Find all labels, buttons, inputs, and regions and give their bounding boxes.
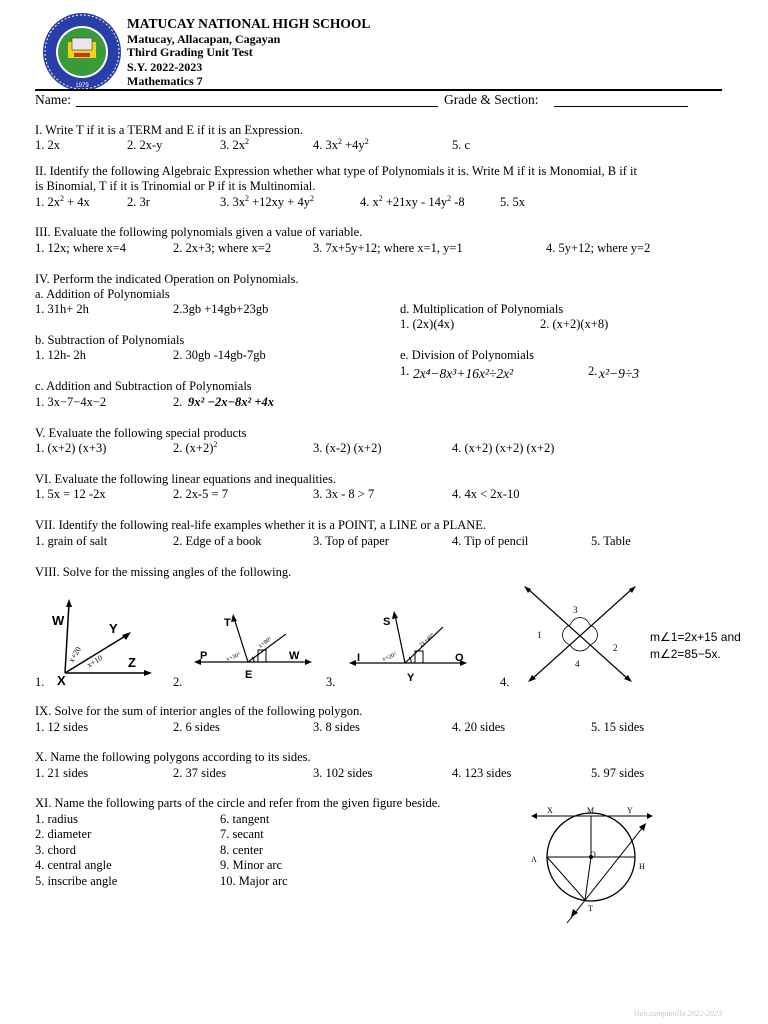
s4-c-item-1: 1. 3x−7−4x−2 <box>35 395 107 409</box>
angle-figure-4 <box>520 585 640 685</box>
s4-b-title: b. Subtraction of Polynomials <box>35 333 185 347</box>
s11-left-3: 3. chord <box>35 843 76 857</box>
s4-c-title: c. Addition and Subtraction of Polynomials <box>35 379 252 393</box>
s4-title: IV. Perform the indicated Operation on Polynomials. <box>35 272 299 286</box>
f1-label-w: W <box>52 613 65 628</box>
s3-item-4: 4. 5y+12; where y=2 <box>546 241 651 255</box>
s10-title: X. Name the following polygons according to its sides. <box>35 750 311 764</box>
s2-title-line1: II. Identify the following Algebraic Expression whether what type of Polynomials it is. Write M if it is Monomial, B if it <box>35 164 637 178</box>
s11-left-5: 5. inscribe angle <box>35 874 118 888</box>
s4-c-item-2-num: 2. <box>173 395 183 409</box>
s4-d-title: d. Multiplication of Polynomials <box>400 302 564 316</box>
s4-e-item-2: x²−9÷3 <box>599 366 640 381</box>
s5-item-1: 1. (x+2) (x+3) <box>35 441 107 455</box>
circ-label-m: M <box>587 806 595 815</box>
s11-right-8: 8. center <box>220 843 264 857</box>
s4-b-item-2: 2. 30gb -14gb-7gb <box>173 348 266 362</box>
f1-label-x: X <box>57 673 66 688</box>
s1-item-1: 1. 2x <box>35 138 60 152</box>
name-label: Name: <box>35 92 71 107</box>
f3-label-o: O <box>455 652 464 664</box>
s4-a-item-2: 2.3gb +14gb+23gb <box>173 302 269 316</box>
s9-item-1: 1. 12 sides <box>35 720 89 734</box>
s2-item-3: 3. $3x^2 +12xy + 4y^2$ <box>220 193 314 209</box>
s11-right-10: 10. Major arc <box>220 874 288 888</box>
s4-a-item-1: 1. 31h+ 2h <box>35 302 89 316</box>
f3-label-i: I <box>357 652 361 664</box>
s9-item-5: 5. 15 sides <box>591 720 645 734</box>
s5-title: V. Evaluate the following special products <box>35 426 247 440</box>
s9-item-2: 2. 6 sides <box>173 720 220 734</box>
s4-d-item-1: 1. (2x)(4x) <box>400 317 455 331</box>
f1-label-y: Y <box>109 621 118 636</box>
s4-d-item-2: 2. (x+2)(x+8) <box>540 317 609 331</box>
s11-right-7: 7. secant <box>220 827 264 841</box>
s6-item-4: 4. 4x < 2x-10 <box>452 487 520 501</box>
s2-item-5: 5. 5x <box>500 195 525 209</box>
s2-item-4: 4. $x^2 +21xy - 14y^2$ -8 <box>360 193 465 209</box>
s2-title-line2: is Binomial, T if it is Trinomial or P if it is Multinomial. <box>35 179 316 193</box>
f2-label-t: T <box>224 617 231 629</box>
s8-num-1: 1. <box>35 675 45 689</box>
school-logo <box>42 12 122 92</box>
s6-item-2: 2. 2x-5 = 7 <box>173 487 228 501</box>
s11-title: XI. Name the following parts of the circle and refer from the given figure beside. <box>35 796 441 810</box>
s3-title: III. Evaluate the following polynomials given a value of variable. <box>35 225 363 239</box>
f1-label-z: Z <box>128 655 136 670</box>
circ-label-o: O <box>590 850 596 859</box>
f2-expr-1: x+30° <box>225 652 242 663</box>
exam-title: Third Grading Unit Test <box>127 45 253 59</box>
s10-item-3: 3. 102 sides <box>313 766 373 780</box>
s9-title: IX. Solve for the sum of interior angles of the following polygon. <box>35 704 363 718</box>
header-rule <box>35 89 722 91</box>
s7-item-3: 3. Top of paper <box>313 534 389 548</box>
s11-left-1: 1. radius <box>35 812 79 826</box>
f4-label-2: 2 <box>613 643 618 653</box>
s1-title: I. Write T if it is a TERM and E if it is an Expression. <box>35 123 303 137</box>
s2-item-2: 2. 3r <box>127 195 150 209</box>
f2-label-e: E <box>245 669 253 681</box>
s9-item-4: 4. 20 sides <box>452 720 506 734</box>
s8-title: VIII. Solve for the missing angles of the following. <box>35 565 292 579</box>
s1-item-5: 5. c <box>452 138 471 152</box>
s5-item-2: 2. $(x+2)^2$ <box>173 439 218 455</box>
s10-item-4: 4. 123 sides <box>452 766 512 780</box>
s6-item-1: 1. 5x = 12 -2x <box>35 487 106 501</box>
school-name: MATUCAY NATIONAL HIGH SCHOOL <box>127 16 371 31</box>
s11-left-4: 4. central angle <box>35 858 112 872</box>
logo-year: 1979 <box>75 83 89 89</box>
s9-item-3: 3. 8 sides <box>313 720 360 734</box>
s7-item-4: 4. Tip of pencil <box>452 534 529 548</box>
circ-label-a: A <box>531 855 537 864</box>
f2-label-p: P <box>200 650 208 662</box>
s11-left-2: 2. diameter <box>35 827 92 841</box>
s10-item-5: 5. 97 sides <box>591 766 645 780</box>
s7-title: VII. Identify the following real-life examples whether it is a POINT, a LINE or a PLANE. <box>35 518 487 532</box>
f3-label-s: S <box>383 616 391 628</box>
s3-item-3: 3. 7x+5y+12; where x=1, y=1 <box>313 241 463 255</box>
s4-e-title: e. Division of Polynomials <box>400 348 535 362</box>
circ-label-h: H <box>639 862 645 871</box>
circ-label-x: X <box>547 806 553 815</box>
s7-item-5: 5. Table <box>591 534 631 548</box>
s4-e-item-2-num: 2. <box>588 364 598 378</box>
s4-e-item-1-num: 1. <box>400 364 410 378</box>
f3-label-y: Y <box>407 672 415 684</box>
name-field[interactable] <box>76 106 438 107</box>
s1-item-3: 3. $2x^2$ <box>220 136 249 152</box>
f2-expr-2: x+80° <box>257 636 274 650</box>
f4-equation-1: m∠1=2x+15 and <box>650 630 741 644</box>
s8-num-3: 3. <box>326 675 336 689</box>
s11-right-6: 6. tangent <box>220 812 270 826</box>
s3-item-1: 1. 12x; where x=4 <box>35 241 127 255</box>
s7-item-2: 2. Edge of a book <box>173 534 262 548</box>
s2-item-1: 1. $2x^2 + 4x$ <box>35 193 90 209</box>
s4-b-item-1: 1. 12h- 2h <box>35 348 87 362</box>
subject: Mathematics 7 <box>127 74 203 88</box>
f3-expr-2: 2x+40° <box>418 632 436 649</box>
angle-figure-3 <box>345 607 470 692</box>
f2-label-w: W <box>289 650 300 662</box>
s1-item-4: 4. $3x^2 +4y^2$ <box>313 136 369 152</box>
school-year: S.Y. 2022-2023 <box>127 60 203 74</box>
f4-label-3: 3 <box>573 605 578 615</box>
s10-item-2: 2. 37 sides <box>173 766 227 780</box>
s6-item-3: 3. 3x - 8 > 7 <box>313 487 375 501</box>
s10-item-1: 1. 21 sides <box>35 766 89 780</box>
s1-item-2: 2. 2x-y <box>127 138 163 152</box>
s4-a-title: a. Addition of Polynomials <box>35 287 170 301</box>
grade-section-label: Grade & Section: <box>444 92 539 107</box>
s7-item-1: 1. grain of salt <box>35 534 108 548</box>
f1-expr-1: x+20 <box>66 645 83 664</box>
circ-label-y: Y <box>627 806 633 815</box>
angle-figure-1 <box>45 595 165 690</box>
angle-figure-2 <box>190 612 315 692</box>
school-address: Matucay, Allacapan, Cagayan <box>127 32 281 46</box>
s5-item-3: 3. (x-2) (x+2) <box>313 441 382 455</box>
f4-equation-2: m∠2=85−5x. <box>650 647 721 661</box>
circle-figure <box>527 805 657 915</box>
s4-e-item-1: 2x⁴−8x³+16x²÷2x² <box>413 366 514 381</box>
s4-c-item-2: 9x² −2x−8x² +4x <box>188 395 275 409</box>
f4-label-1: 1 <box>537 630 542 640</box>
s8-num-2: 2. <box>173 675 183 689</box>
f3-expr-1: x+20° <box>381 652 398 663</box>
f1-expr-2: x+10 <box>85 653 105 670</box>
circ-label-t: T <box>588 904 593 913</box>
s11-right-9: 9. Minor arc <box>220 858 283 872</box>
s5-item-4: 4. (x+2) (x+2) (x+2) <box>452 441 555 455</box>
grade-section-field[interactable] <box>554 106 688 107</box>
s3-item-2: 2. 2x+3; where x=2 <box>173 241 272 255</box>
footer-watermark: Vien.campanilla 2022-2023 <box>633 1009 722 1018</box>
f4-label-4: 4 <box>575 659 580 669</box>
s8-num-4: 4. <box>500 675 510 689</box>
s6-title: VI. Evaluate the following linear equations and inequalities. <box>35 472 336 486</box>
